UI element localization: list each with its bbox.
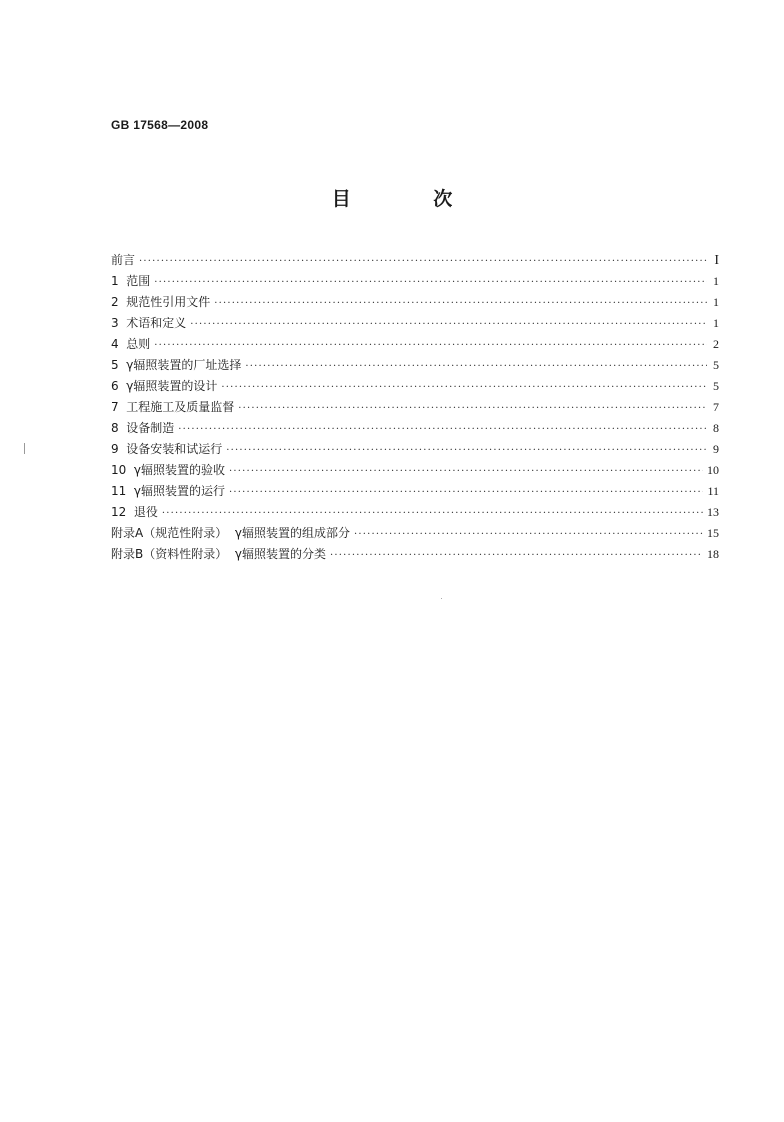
toc-entry-page: 11 xyxy=(707,484,719,498)
toc-entry-12[interactable] xyxy=(111,502,719,523)
toc-entry-label: 3 术语和定义 xyxy=(111,316,187,330)
table-of-contents xyxy=(111,250,719,565)
toc-entry-label: 10 γ辐照装置的验收 xyxy=(111,463,226,477)
toc-entry-page: 2 xyxy=(713,337,719,351)
toc-entry-page: 5 xyxy=(713,358,719,372)
toc-leader-dots xyxy=(229,482,703,503)
toc-entry-7[interactable] xyxy=(111,397,719,418)
toc-entry-page: 1 xyxy=(713,295,719,309)
toc-entry-label: 11 γ辐照装置的运行 xyxy=(111,484,226,498)
toc-entry-1[interactable] xyxy=(111,271,719,292)
toc-entry-label: 6 γ辐照装置的设计 xyxy=(111,379,218,393)
toc-leader-dots xyxy=(154,335,707,356)
toc-leader-dots xyxy=(154,272,707,293)
toc-entry-4[interactable] xyxy=(111,334,719,355)
toc-entry-10[interactable] xyxy=(111,460,719,481)
toc-entry-label: 12 退役 xyxy=(111,505,158,519)
toc-entry-label: 8 设备制造 xyxy=(111,421,175,435)
toc-entry-page: 18 xyxy=(707,547,719,561)
toc-leader-dots xyxy=(162,503,703,524)
toc-entry-foreword[interactable] xyxy=(111,250,719,271)
toc-entry-label: 5 γ辐照装置的厂址选择 xyxy=(111,358,242,372)
toc-entry-8[interactable] xyxy=(111,418,719,439)
toc-entry-label: 7 工程施工及质量监督 xyxy=(111,400,235,414)
toc-entry-page: 9 xyxy=(713,442,719,456)
standard-number: GB 17568—2008 xyxy=(111,118,209,132)
toc-leader-dots xyxy=(226,440,707,461)
toc-leader-dots xyxy=(139,251,707,272)
toc-entry-3[interactable] xyxy=(111,313,719,334)
toc-entry-page: 1 xyxy=(713,316,719,330)
toc-entry-label: 前言 xyxy=(111,253,136,267)
toc-leader-dots xyxy=(330,545,703,566)
page-title: 目 次 xyxy=(331,188,491,210)
toc-entry-label: 附录A（规范性附录） γ辐照装置的组成部分 xyxy=(111,526,350,540)
toc-leader-dots xyxy=(238,398,707,419)
toc-entry-label: 附录B（资料性附录） γ辐照装置的分类 xyxy=(111,547,326,561)
toc-entry-appendix-b[interactable] xyxy=(111,544,719,565)
toc-entry-9[interactable] xyxy=(111,439,719,460)
toc-entry-label: 4 总则 xyxy=(111,337,151,351)
toc-entry-page: 13 xyxy=(707,505,719,519)
toc-entry-appendix-a[interactable] xyxy=(111,523,719,544)
toc-entry-6[interactable] xyxy=(111,376,719,397)
toc-entry-page: 1 xyxy=(713,274,719,288)
toc-entry-label: 1 范围 xyxy=(111,274,151,288)
toc-leader-dots xyxy=(229,461,703,482)
toc-entry-page: 10 xyxy=(707,463,719,477)
toc-entry-page: 8 xyxy=(713,421,719,435)
toc-entry-label: 2 规范性引用文件 xyxy=(111,295,211,309)
toc-leader-dots xyxy=(178,419,707,440)
scan-artifact-mark xyxy=(24,443,25,454)
toc-leader-dots xyxy=(221,377,707,398)
toc-entry-page: 7 xyxy=(713,400,719,414)
toc-entry-page: 15 xyxy=(707,526,719,540)
toc-entry-page: I xyxy=(714,253,719,268)
toc-leader-dots xyxy=(190,314,707,335)
toc-entry-5[interactable] xyxy=(111,355,719,376)
scan-artifact-dot xyxy=(441,598,442,599)
toc-entry-label: 9 设备安装和试运行 xyxy=(111,442,223,456)
toc-leader-dots xyxy=(214,293,707,314)
toc-entry-11[interactable] xyxy=(111,481,719,502)
toc-leader-dots xyxy=(354,524,703,545)
toc-entry-2[interactable] xyxy=(111,292,719,313)
toc-leader-dots xyxy=(245,356,707,377)
toc-entry-page: 5 xyxy=(713,379,719,393)
